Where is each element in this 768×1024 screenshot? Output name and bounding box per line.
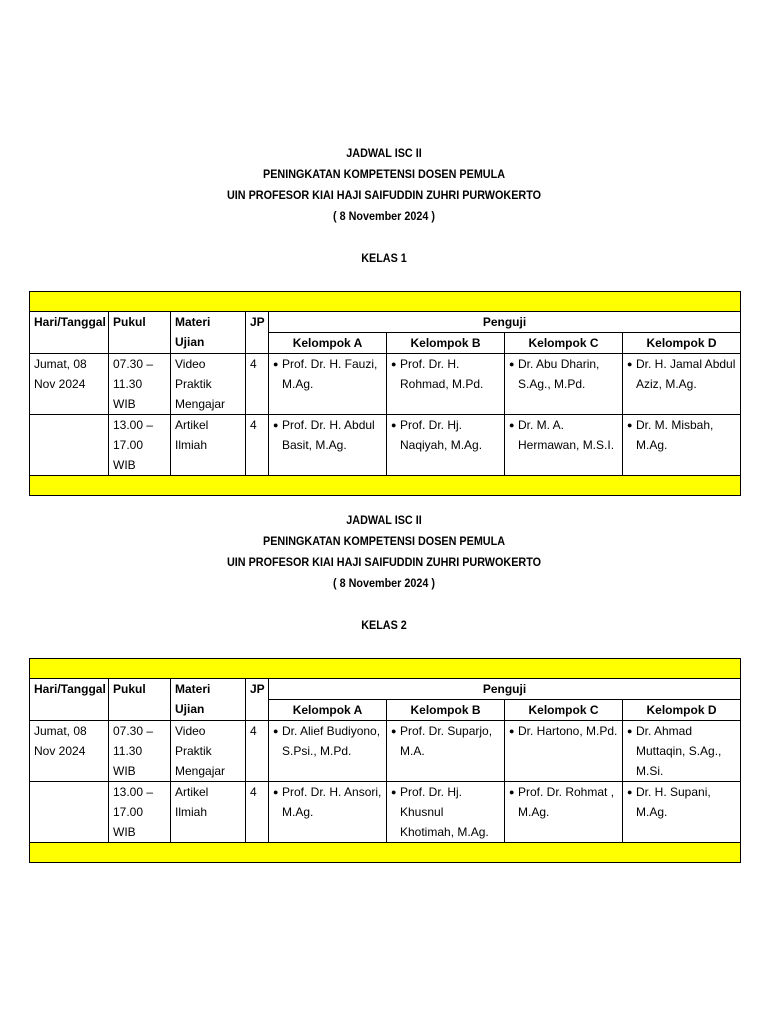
examiner-name: Prof. Dr. H. Rohmad, M.Pd. [400, 357, 484, 391]
cell-pukul: 07.30 – 11.30 WIB [109, 721, 171, 782]
cell-pukul: 13.00 – 17.00 WIB [109, 415, 171, 476]
col-kelompok-a: Kelompok A [269, 700, 387, 721]
cell-jp: 4 [246, 721, 269, 782]
kelas-label: KELAS 2 [361, 618, 407, 632]
col-hari-tanggal: Hari/Tanggal [30, 679, 109, 721]
table-row [30, 415, 741, 476]
cell-examiner-d [623, 415, 741, 476]
schedule-1-header [38, 143, 729, 227]
cell-examiner-b [387, 782, 505, 843]
examiner-name: Dr. M. Misbah, M.Ag. [636, 418, 714, 452]
cell-examiner-b [387, 415, 505, 476]
col-kelompok-c: Kelompok C [505, 700, 623, 721]
cell-examiner-a [269, 415, 387, 476]
examiner-name: Dr. Ahmad Muttaqin, S.Ag., M.Si. [636, 724, 722, 778]
cell-examiner-b [387, 721, 505, 782]
col-hari-tanggal: Hari/Tanggal [30, 312, 109, 354]
header-row [30, 679, 741, 700]
cell-pukul: 13.00 – 17.00 WIB [109, 782, 171, 843]
col-penguji: Penguji [269, 312, 741, 333]
cell-materi: Artikel Ilmiah [171, 782, 246, 843]
cell-examiner-a [269, 354, 387, 415]
cell-jp: 4 [246, 782, 269, 843]
cell-hari: Jumat, 08 Nov 2024 [30, 354, 109, 415]
header-subtitle: PENINGKATAN KOMPETENSI DOSEN PEMULA [262, 534, 506, 548]
cell-examiner-c [505, 354, 623, 415]
examiner-name: Prof. Dr. Hj. Khusnul Khotimah, M.Ag. [400, 785, 489, 839]
cell-examiner-d [623, 354, 741, 415]
cell-examiner-d [623, 782, 741, 843]
examiner-name: Dr. M. A. Hermawan, M.S.I. [518, 418, 615, 452]
examiner-name: Prof. Dr. Suparjo, M.A. [400, 724, 493, 758]
table-row [30, 782, 741, 843]
cell-examiner-c [505, 415, 623, 476]
col-kelompok-b: Kelompok B [387, 700, 505, 721]
col-pukul: Pukul [109, 312, 171, 354]
cell-examiner-c [505, 721, 623, 782]
examiner-name: Dr. Hartono, M.Pd. [518, 724, 618, 738]
cell-hari [30, 782, 109, 843]
header-title: JADWAL ISC II [346, 513, 422, 527]
bullet-icon: ● [273, 787, 279, 797]
col-jp: JP [246, 312, 269, 354]
header-date: ( 8 November 2024 ) [332, 576, 436, 590]
schedule-table-kelas-2 [29, 658, 741, 863]
table-row [30, 354, 741, 415]
col-kelompok-d: Kelompok D [623, 700, 741, 721]
bullet-icon: ● [627, 787, 633, 797]
col-penguji: Penguji [269, 679, 741, 700]
bullet-icon: ● [391, 359, 397, 369]
schedule-table-kelas-1 [29, 291, 741, 496]
bullet-icon: ● [273, 359, 279, 369]
bullet-icon: ● [509, 420, 515, 430]
col-kelompok-d: Kelompok D [623, 333, 741, 354]
header-date: ( 8 November 2024 ) [332, 209, 436, 223]
col-pukul: Pukul [109, 679, 171, 721]
bullet-icon: ● [509, 359, 515, 369]
col-kelompok-b: Kelompok B [387, 333, 505, 354]
bullet-icon: ● [391, 787, 397, 797]
col-jp: JP [246, 679, 269, 721]
bullet-icon: ● [627, 359, 633, 369]
examiner-name: Dr. H. Jamal Abdul Aziz, M.Ag. [636, 357, 736, 391]
cell-materi: Video Praktik Mengajar [171, 721, 246, 782]
table-row [30, 721, 741, 782]
col-materi-ujian: Materi Ujian [171, 679, 246, 721]
col-kelompok-a: Kelompok A [269, 333, 387, 354]
cell-hari [30, 415, 109, 476]
header-institution: UIN PROFESOR KIAI HAJI SAIFUDDIN ZUHRI PURWOKERTO [226, 188, 542, 202]
cell-jp: 4 [246, 354, 269, 415]
examiner-name: Prof. Dr. Hj. Naqiyah, M.Ag. [400, 418, 483, 452]
cell-hari: Jumat, 08 Nov 2024 [30, 721, 109, 782]
bullet-icon: ● [509, 726, 515, 736]
col-materi-ujian: Materi Ujian [171, 312, 246, 354]
examiner-name: Prof. Dr. Rohmat , M.Ag. [518, 785, 615, 819]
bullet-icon: ● [273, 726, 279, 736]
yellow-band-top [30, 659, 741, 679]
cell-examiner-b [387, 354, 505, 415]
col-kelompok-c: Kelompok C [505, 333, 623, 354]
cell-pukul: 07.30 – 11.30 WIB [109, 354, 171, 415]
bullet-icon: ● [627, 420, 633, 430]
header-title: JADWAL ISC II [346, 146, 422, 160]
examiner-name: Dr. Abu Dharin, S.Ag., M.Pd. [518, 357, 600, 391]
examiner-name: Dr. Alief Budiyono, S.Psi., M.Pd. [282, 724, 381, 758]
bullet-icon: ● [391, 420, 397, 430]
header-institution: UIN PROFESOR KIAI HAJI SAIFUDDIN ZUHRI PURWOKERTO [226, 555, 542, 569]
cell-materi: Video Praktik Mengajar [171, 354, 246, 415]
yellow-band-bottom [30, 843, 741, 863]
header-row [30, 312, 741, 333]
cell-examiner-d [623, 721, 741, 782]
cell-examiner-c [505, 782, 623, 843]
yellow-band-bottom [30, 476, 741, 496]
kelas-label: KELAS 1 [361, 251, 407, 265]
bullet-icon: ● [391, 726, 397, 736]
examiner-name: Dr. H. Supani, M.Ag. [636, 785, 711, 819]
examiner-name: Prof. Dr. H. Fauzi, M.Ag. [282, 357, 378, 391]
cell-examiner-a [269, 782, 387, 843]
cell-jp: 4 [246, 415, 269, 476]
bullet-icon: ● [273, 420, 279, 430]
yellow-band-top [30, 292, 741, 312]
header-subtitle: PENINGKATAN KOMPETENSI DOSEN PEMULA [262, 167, 506, 181]
schedule-2-header [38, 510, 729, 594]
cell-examiner-a [269, 721, 387, 782]
cell-materi: Artikel Ilmiah [171, 415, 246, 476]
bullet-icon: ● [509, 787, 515, 797]
examiner-name: Prof. Dr. H. Ansori, M.Ag. [282, 785, 382, 819]
examiner-name: Prof. Dr. H. Abdul Basit, M.Ag. [282, 418, 375, 452]
bullet-icon: ● [627, 726, 633, 736]
